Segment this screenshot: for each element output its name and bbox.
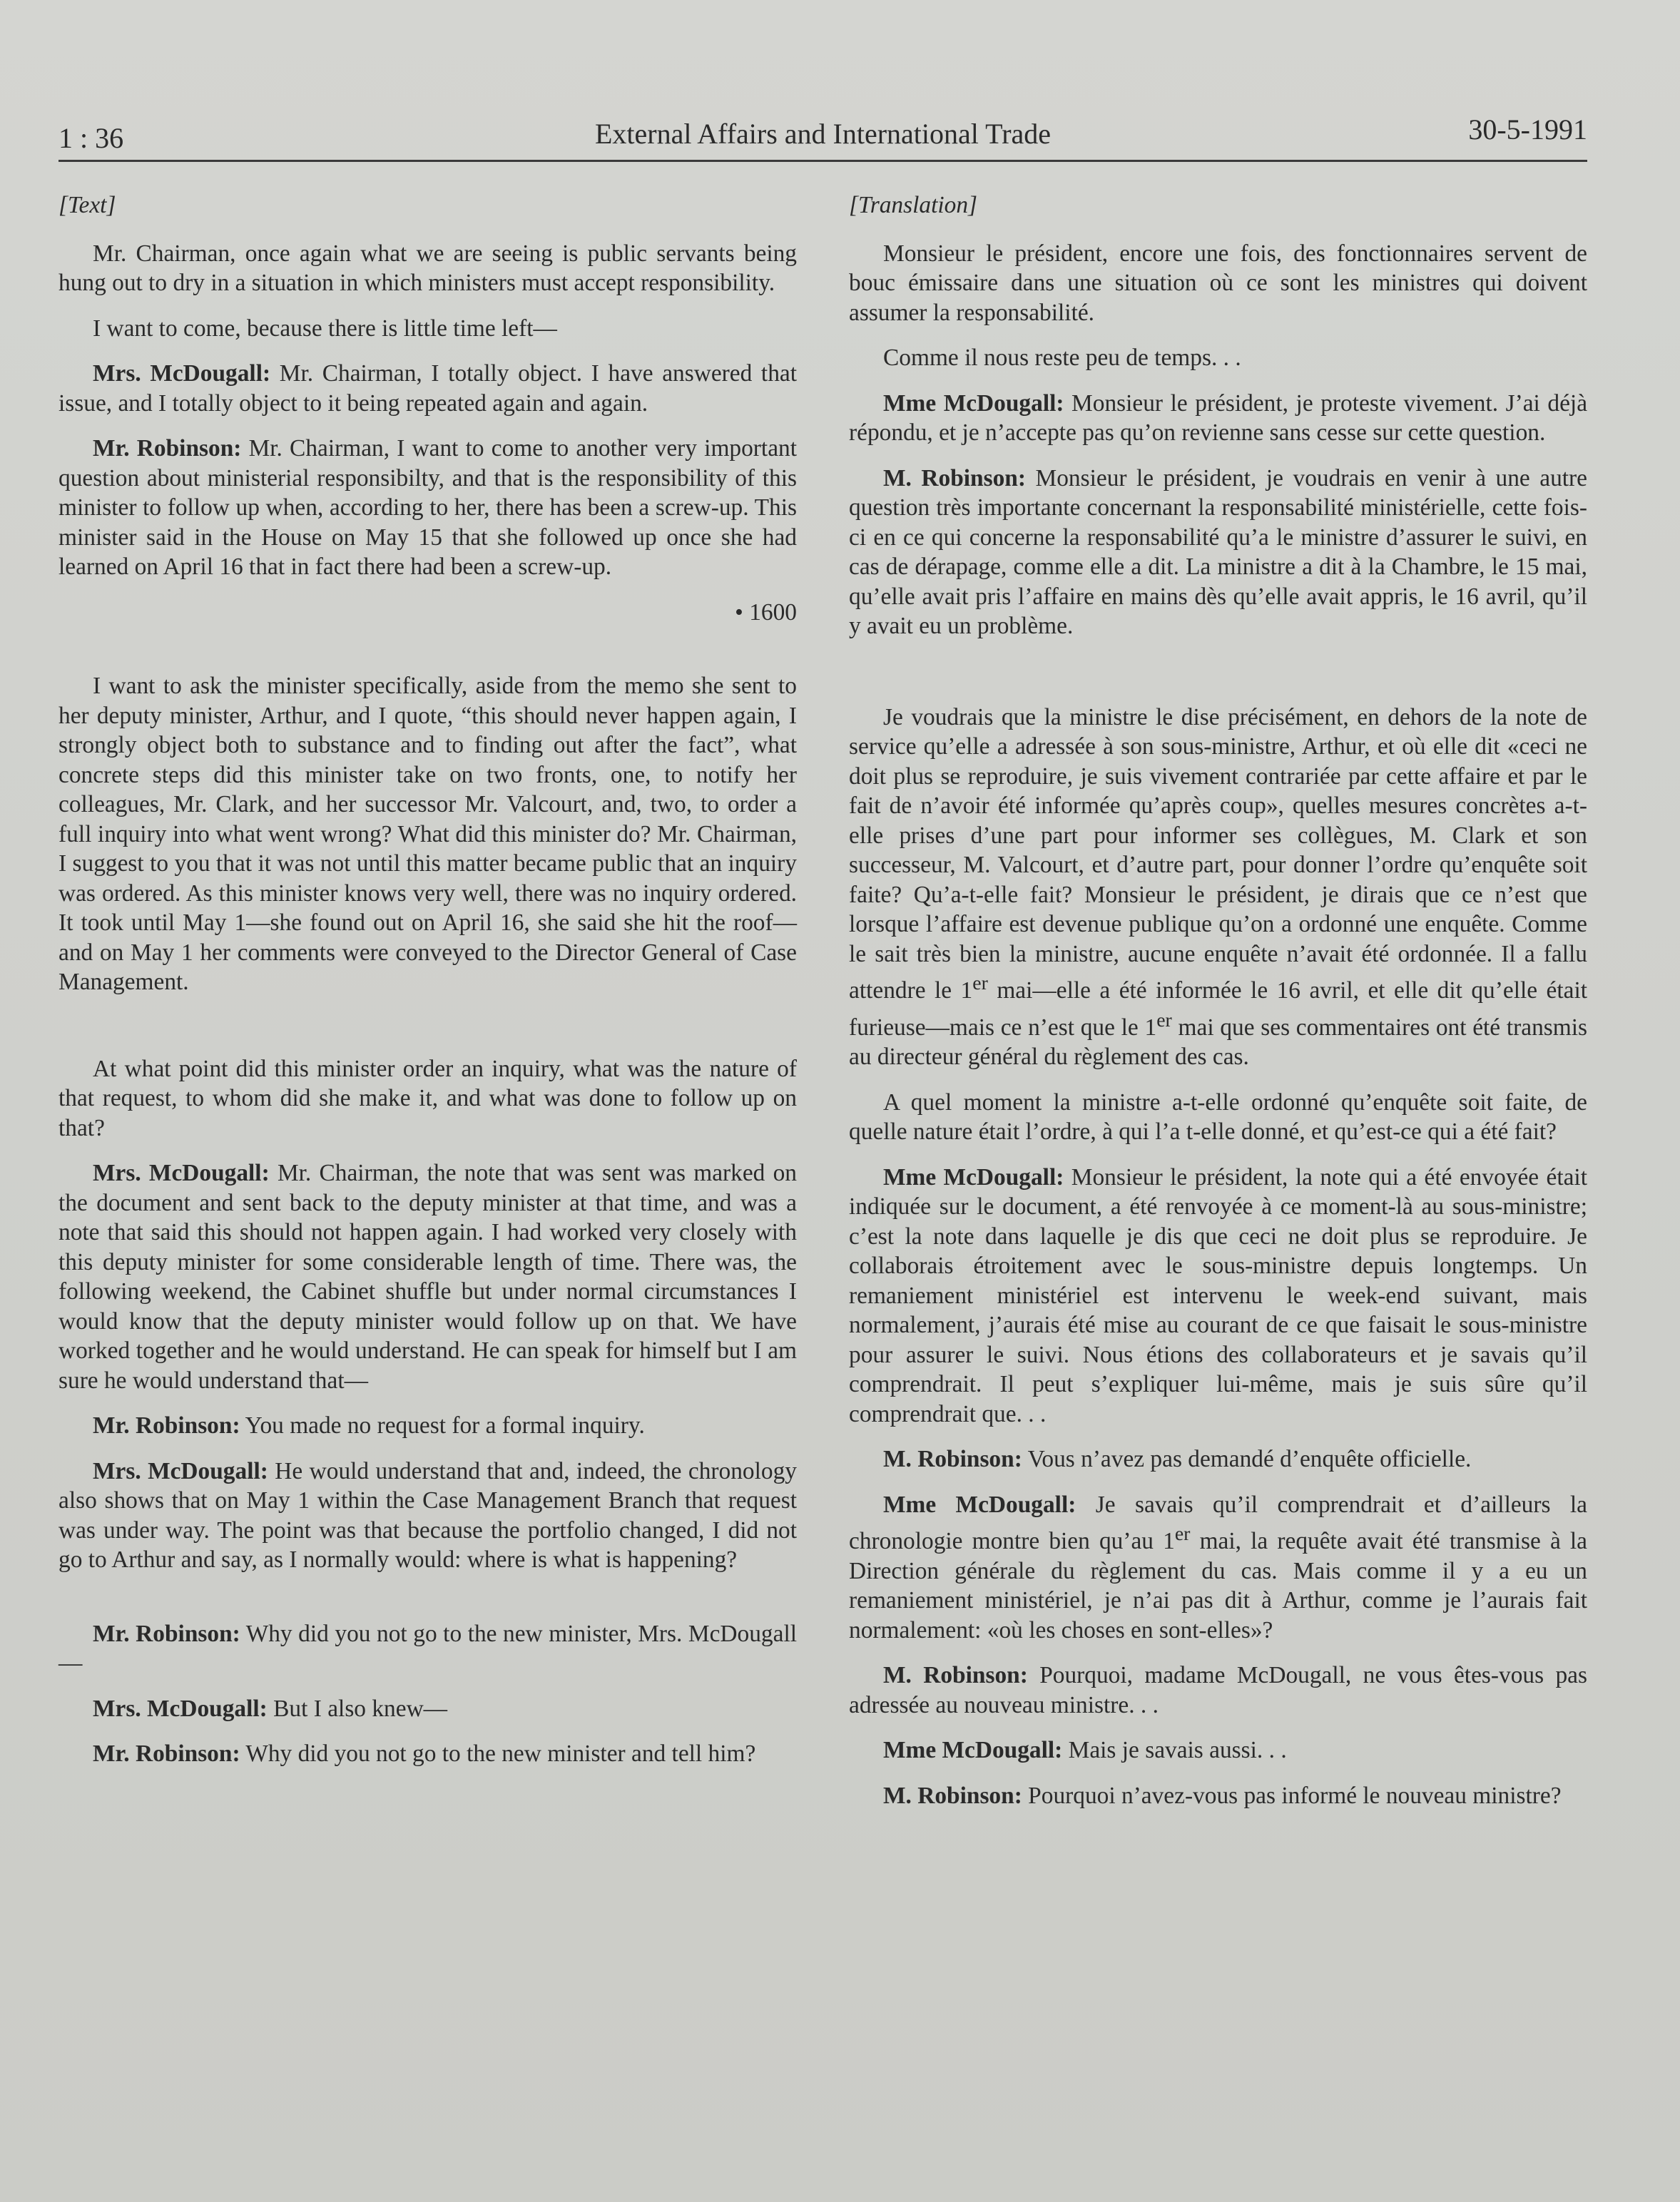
speaker: Mr. Robinson: [93, 1740, 240, 1767]
paragraph [849, 1735, 1587, 1765]
paragraph [58, 1158, 797, 1395]
speaker: Mr. Robinson: [93, 1620, 240, 1647]
speech: Monsieur le président, je proteste vivement. J’ai déjà répondu, et je n’accepte pas qu’on revienne sans cesse sur cette question. [849, 389, 1588, 446]
paragraph: Mr. Chairman, once again what we are seeing is public servants being hung out to dry in a situation in which ministers must accept responsibility. [58, 240, 797, 296]
two-column-body [58, 190, 1587, 1826]
speech: Je savais qu’il comprendrait et d’ailleurs la chronologie montre bien qu’au 1 [849, 1491, 1587, 1555]
page-number: 1 : 36 [58, 122, 124, 154]
speaker: Mr. Robinson: [93, 1412, 240, 1439]
speech: mai que ses commentaires ont été transmis au directeur général du règlement des cas. [849, 1014, 1587, 1071]
paragraph [849, 1781, 1587, 1811]
french-column [849, 190, 1587, 1826]
paragraph [58, 1694, 797, 1724]
speaker: M. Robinson: [883, 1782, 1022, 1809]
paragraph [58, 1619, 797, 1678]
header-rule [58, 160, 1587, 162]
speech: Vous n’avez pas demandé d’enquête officielle. [1022, 1446, 1472, 1473]
speech: Monsieur le président, je voudrais en venir à une autre question très importante concernant la responsabilité ministérielle, cette fois-ci en ce qui concerne la responsabilité qu’a le ministre d’assurer le suivi, en cas de dérapage, comme elle a dit. La ministre a dit à la Chambre, le 15 mai, qu’elle avait pris l’affaire en mains dès qu’elle avait appris, le 16 avril, qu’il y avait eu un problème. [849, 464, 1587, 639]
paragraph [849, 703, 1587, 1072]
paragraph [849, 464, 1587, 641]
paragraph [58, 359, 797, 418]
paragraph [58, 1739, 797, 1769]
paragraph [849, 1661, 1587, 1720]
speech: Mr. Chairman, I totally object. I have answered that issue, and I totally object to it being repeated again and again. [58, 360, 797, 417]
superscript: er [1174, 1523, 1191, 1546]
speech: mai—elle a été informée le 16 avril, et elle dit qu’elle était furieuse—mais ce n’est que le 1 [849, 977, 1587, 1041]
superscript: er [1156, 1009, 1172, 1031]
speech: Mr. Chairman, the note that was sent was marked on the document and sent back to the deputy minister at that time, and was a note that said this should not happen again. I had worked very closely with this deputy minister for some considerable length of time. There was, the following weekend, the Cabinet shuffle but under normal circumstances I would know that the deputy minister would follow up on that. We have worked together and he would understand. He can speak for himself but I am sure he would understand that— [58, 1160, 797, 1394]
paragraph [58, 1457, 797, 1575]
speech: He would understand that and, indeed, the chronology also shows that on May 1 within the Case Management Branch that request was under way. The point was that because the portfolio changed, I did not go to Arthur and say, as I normally would: where is what is happening? [58, 1457, 797, 1573]
label-text: Translation [858, 192, 969, 218]
paragraph [849, 1490, 1587, 1646]
speech: Pourquoi, madame McDougall, ne vous êtes-vous pas adressée au nouveau ministre. . . [849, 1662, 1587, 1718]
paragraph: I want to come, because there is little time left— [93, 315, 557, 342]
speaker: M. Robinson: [883, 464, 1026, 491]
paragraph [58, 434, 797, 582]
page-title: External Affairs and International Trade [594, 118, 1052, 150]
speech: Mais je savais aussi. . . [1062, 1737, 1287, 1764]
english-column [58, 190, 797, 1826]
page-date: 30-5-1991 [1468, 113, 1587, 146]
speech: mai, la requête avait été transmise à la Direction générale du règlement du cas. Mais comme il y a eu un remaniement ministériel, je n’ai pas dit à Arthur, comme je l’aurais fait normalement: «où les choses en sont-elles»? [849, 1528, 1587, 1643]
timestamp: • 1600 [735, 598, 797, 626]
paragraph: I want to ask the minister specifically, aside from the memo she sent to her deputy minister, Arthur, and I quote, “this should never happen again, I strongly object both to substance and to finding out after the fact”, what concrete steps did this minister take on two fronts, one, to notify her colleagues, Mr. Clark, and her successor Mr. Valcourt, and, two, to order a full inquiry into what went wrong? What did this minister do? Mr. Chairman, I suggest to you that it was not until this matter became public that an inquiry was ordered. As this minister knows very well, there was no inquiry ordered. It took until May 1—she found out on April 16, she said she hit the roof—and on May 1 her comments were conveyed to the Director General of Case Management. [58, 673, 797, 995]
label-text: Text [68, 192, 107, 218]
paragraph: Monsieur le président, encore une fois, des fonctionnaires servent de bouc émissaire dans une situation où ce sont les ministres qui doivent assumer la responsabilité. [849, 240, 1587, 326]
speaker: Mrs. McDougall: [93, 1695, 268, 1722]
speaker: Mr. Robinson: [93, 435, 242, 462]
paragraph [849, 1163, 1587, 1429]
speech: Pourquoi n’avez-vous pas informé le nouveau ministre? [1022, 1782, 1562, 1809]
speaker: Mrs. McDougall: [93, 360, 271, 387]
speaker: M. Robinson: [883, 1446, 1022, 1473]
speech: Monsieur le président, la note qui a été envoyée était indiquée sur le document, a été renvoyée à ce moment-là au sous-ministre; c’est la note dans laquelle je dis que ceci ne doit plus se reproduire. Je collaborais étroitement avec le sous-ministre depuis longtemps. Un remaniement ministériel est intervenu le week-end suivant, mais normalement, j’aurais été mise au courant de ce que faisait le sous-ministre pour assurer le suivi. Nous étions des collaborateurs et je savais qu’il comprendrait. Il peut s’expliquer lui-même, mais je suis sûre qu’il comprendrait que. . . [849, 1163, 1587, 1427]
speaker: Mrs. McDougall: [93, 1457, 268, 1484]
speech: Why did you not go to the new minister and tell him? [240, 1740, 756, 1767]
speaker: Mme McDougall: [883, 1737, 1063, 1764]
paragraph [849, 389, 1587, 448]
speaker: Mme McDougall: [883, 1491, 1076, 1518]
paragraph [849, 1444, 1587, 1474]
paragraph [58, 1411, 797, 1441]
paragraph: Comme il nous reste peu de temps. . . [883, 345, 1241, 371]
speech: Mr. Chairman, I want to come to another very important question about ministerial responsibilty, and that is the responsibility of this minister to follow up when, according to her, there has been a screw-up. This minister said in the House on May 15 that she followed up once she had learned on April 16 that in fact there had been a screw-up. [58, 435, 798, 580]
column-label: [Text] [58, 192, 116, 218]
speech: You made no request for a formal inquiry. [240, 1412, 645, 1439]
speech: But I also knew— [267, 1695, 448, 1722]
page-header [58, 107, 1587, 154]
speaker: M. Robinson: [883, 1662, 1028, 1689]
paragraph: A quel moment la ministre a-t-elle ordonné qu’enquête soit faite, de quelle nature était l’ordre, à qui l’a t-elle donné, et qu’est-ce qui a été fait? [849, 1089, 1587, 1146]
paragraph: At what point did this minister order an inquiry, what was the nature of that request, to whom did she make it, and what was done to follow up on that? [58, 1055, 797, 1141]
speech: Je voudrais que la ministre le dise précisément, en dehors de la note de service qu’elle a adressée à son sous-ministre, Arthur, et où elle dit «ceci ne doit plus se reproduire, je suis vivement contrariée par cette affaire et par le fait de n’avoir été informée qu’après coup», quelles mesures concrètes a-t-elle prises d’une part pour informer ses collègues, M. Clark et son successeur, M. Valcourt, et d’autre part, pour donner l’ordre qu’enquête soit faite? Qu’a-t-elle fait? Monsieur le président, je dirais que ce n’est que lorsque l’affaire est devenue publique qu’on a ordonné une enquête. Comme le sait très bien la ministre, aucune enquête n’avait été ordonnée. Il a fallu attendre le 1 [849, 703, 1587, 1004]
speaker: Mrs. McDougall: [93, 1160, 270, 1186]
speaker: Mme McDougall: [883, 389, 1064, 417]
superscript: er [972, 972, 988, 994]
speech: Why did you not go to the new minister, Mrs. McDougall— [58, 1620, 797, 1676]
speaker: Mme McDougall: [883, 1163, 1064, 1191]
column-label: [Translation] [849, 192, 978, 218]
